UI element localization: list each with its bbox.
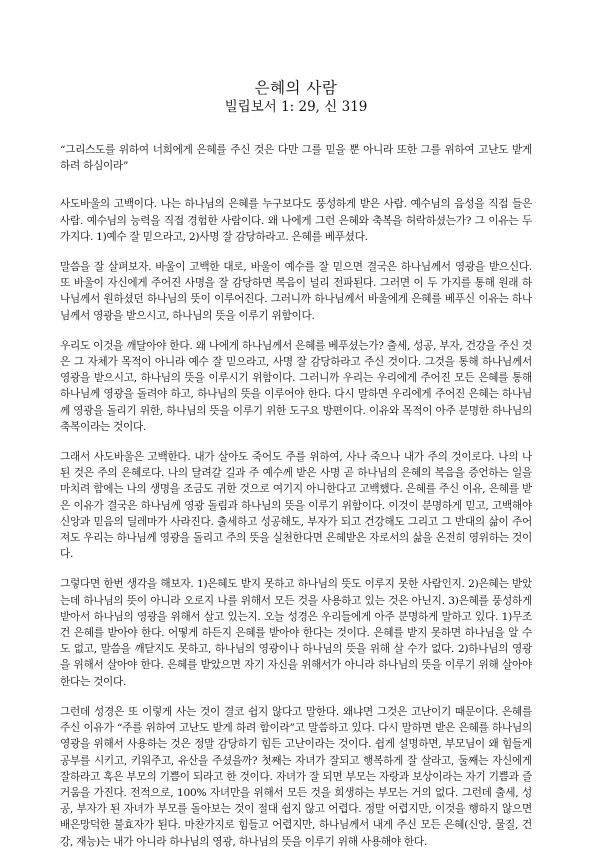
- body-paragraph-4: 그래서 사도바울은 고백한다. 내가 살아도 죽어도 주를 위하여, 사나 죽으나 내가 주의 것이로다. 나의 나 된 것은 주의 은혜로다. 나의 달려갈 길과 주 예수께 받은 사명 곧 하나님의 은혜의 복음을 증언하는 일을 마치려 함에는 나의 생명을 조금도 귀한 것으로 여기지 아니한다고 고백했다. 은혜를 주신 이유, 은혜를 받은 이유가 결국은 하나님께 영광 돌림과 하나님의 뜻을 이루기 위함이다. 이것이 분명하게 믿고, 고백해야 신앙과 믿음의 딜레마가 사라진다. 출세하고 성공해도, 부자가 되고 건강해도 그리고 그 반대의 삶이 주어져도 우리는 하나님께 영광을 돌리고 주의 뜻을 실천한다면 은혜받은 자로서의 삶을 온전히 영위하는 것이다.: [60, 451, 532, 561]
- body-paragraph-6: 그런데 성경은 또 이렇게 사는 것이 결코 쉽지 않다고 말한다. 왜냐면 그것은 고난이기 때문이다. 은혜를 주신 이유가 “주를 위하여 고난도 받게 하려 함이라”고 말씀하고 있다. 다시 말하면 받은 은혜를 하나님의 영광을 위해서 사용하는 것은 정말 감당하기 힘든 고난이라는 것이다. 쉽게 설명하면, 부모님이 왜 힘들게 공부를 시키고, 키워주고, 유산을 주셨을까? 첫째는 자녀가 잘되고 행복하게 잘 살라고, 둘째는 자신에게 잘하라고 혹은 부모의 기쁨이 되라고 한 것이다. 자녀가 잘 되면 부모는 자랑과 보상이라는 자기 기쁨과 즐거움을 가진다. 전적으로, 100% 자녀만을 위해서 모든 것을 희생하는 부모는 거의 없다. 그런데 출세, 성공, 부자가 된 자녀가 부모를 돌아보는 것이 절대 쉽지 않고 어렵다. 정말 어렵지만, 이것을 행하지 않으면 배은망덕한 불효자가 된다. 마찬가지로 힘들고 어렵지만, 하나님께서 내게 주신 모든 은혜(신앙, 물질, 건강, 재능)는 내가 아니라 하나님의 영광, 하나님의 뜻을 이루기 위해 사용해야 한다.: [60, 705, 532, 848]
- scripture-reference: 빌립보서 1: 29, 신 319: [224, 99, 368, 115]
- body-paragraph-3: 우리도 이것을 깨달아야 한다. 왜 나에게 하나님께서 은혜를 베푸셨는가? 출세, 성공, 부자, 건강을 주신 것은 그 자체가 목적이 아니라 예수 잘 믿으라고, 사명 잘 감당하라고 주신 것이다. 그것을 통해 하나님께서 영광을 받으시고, 하나님의 뜻을 이루시기 위함이다. 그러니까 우리는 우리에게 주어진 모든 은혜를 통해 하나님께 영광을 돌려야 하고, 하나님의 뜻을 이루어야 한다. 다시 말하면 우리에게 주어진 은혜는 하나님께 영광을 돌리기 위한, 하나님의 뜻을 이루기 위한 도구요 방편이다. 이유와 목적이 아주 분명한 하나님의 축복이라는 것이다.: [60, 339, 532, 433]
- sermon-title: 은혜의 사람: [254, 79, 338, 97]
- body-paragraph-5: 그렇다면 한번 생각을 해보자. 1)은혜도 받지 못하고 하나님의 뜻도 이루지 못한 사람인지. 2)은혜는 받았는데 하나님의 뜻이 아니라 오로지 나를 위해서 모든 것을 사용하고 있는 것은 아닌지. 3)은혜를 풍성하게 받아서 하나님의 영광을 위해서 살고 있는지. 오늘 성경은 우리들에게 아주 분명하게 말하고 있다. 1)무조건 은혜를 받아야 한다. 어떻게 하든지 은혜를 받아야 한다는 것이다. 은혜를 받지 못하면 하나님을 알 수도 없고, 말씀을 깨닫지도 못하고, 하나님의 영광이나 하나님의 뜻을 위해 살 수가 없다. 2)하나님의 영광을 위해서 살아야 한다. 은혜를 받았으면 자기 자신을 위해서가 아니라 하나님의 뜻을 이루기 위해 살아야 한다는 것이다.: [60, 578, 532, 688]
- scripture-quote: “그리스도를 위하여 너희에게 은혜를 주신 것은 다만 그를 믿을 뿐 아니라 또한 그를 위하여 고난도 받게 하려 하심이라”: [60, 144, 532, 173]
- body-paragraph-1: 사도바울의 고백이다. 나는 하나님의 은혜를 누구보다도 풍성하게 받은 사람. 예수님의 음성을 직접 들은 사람. 예수님의 능력을 직접 경험한 사람이다. 왜 나에게 그런 은혜와 축복을 허락하셨는가? 그 이유는 두 가지다. 1)예수 잘 믿으라고, 2)사명 잘 감당하라고. 은혜를 베푸셨다.: [60, 198, 532, 243]
- body-paragraph-2: 말씀을 잘 살펴보자. 바울이 고백한 대로, 바울이 예수를 잘 믿으면 결국은 하나님께서 영광을 받으신다. 또 바울이 자신에게 주어진 사명을 잘 감당하면 복음이 널리 전파된다. 그러면 이 두 가지를 통해 원래 하나님께서 원하셨던 하나님의 뜻이 이루어진다. 그러니까 하나님께서 바울에게 은혜를 베푸신 이유는 하나님께서 영광을 받으시고, 하나님의 뜻을 이루기 위함이다.: [60, 261, 532, 322]
